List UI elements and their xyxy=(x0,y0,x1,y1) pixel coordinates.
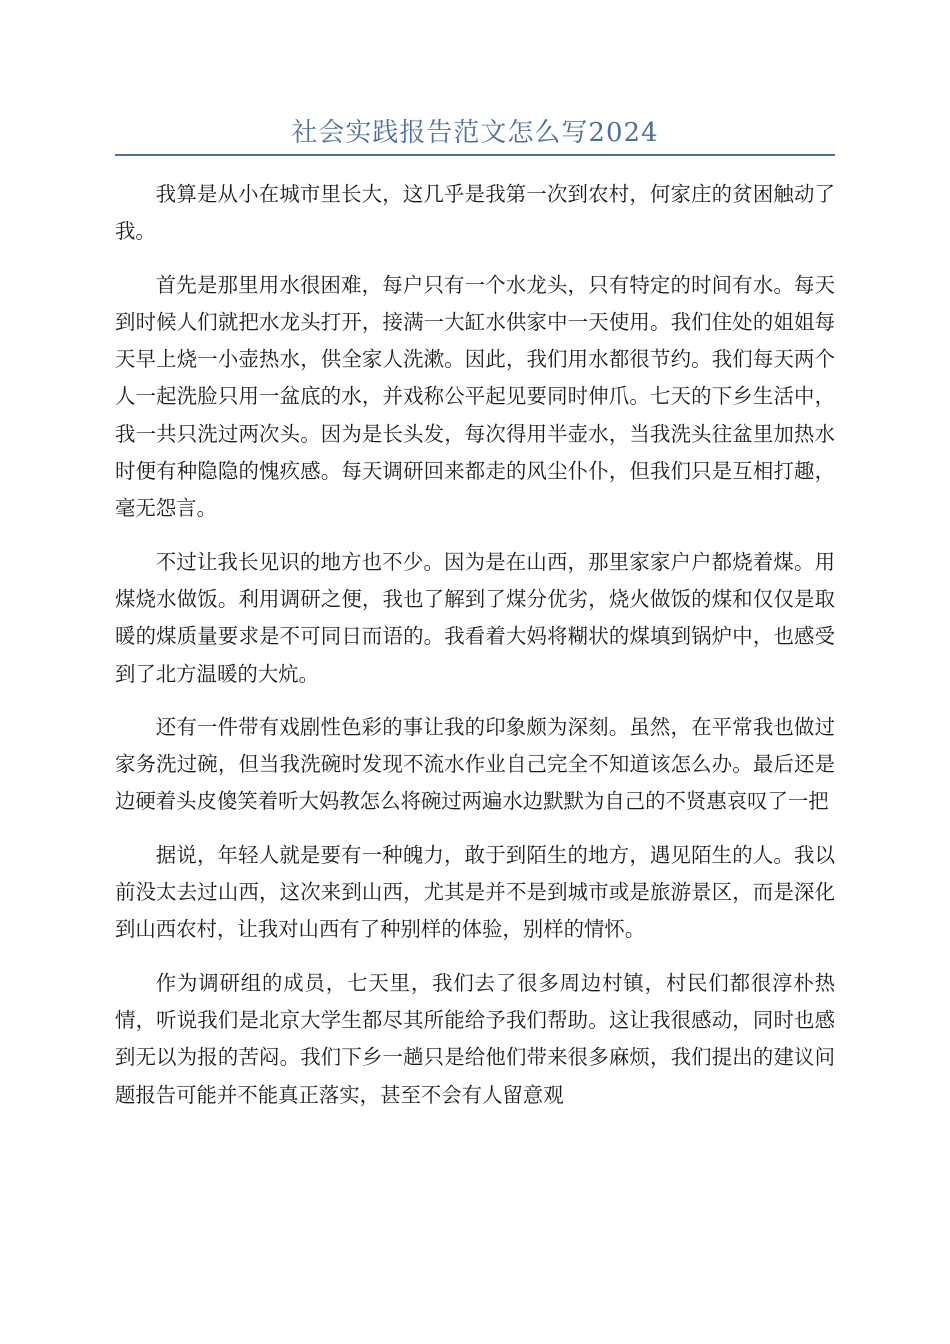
title-underline xyxy=(115,154,835,156)
document-title: 社会实践报告范文怎么写2024 xyxy=(291,118,659,148)
paragraph-6: 作为调研组的成员，七天里，我们去了很多周边村镇，村民们都很淳朴热情，听说我们是北京大学生都尽其所能给予我们帮助。这让我很感动，同时也感到无以为报的苦闷。我们下乡一趟只是给他们带来很多麻烦，我们提出的建议问题报告可能并不能真正落实，甚至不会有人留意观 xyxy=(115,970,835,1107)
paragraph-5: 据说，年轻人就是要有一种魄力，敢于到陌生的地方，遇见陌生的人。我以前没太去过山西，这次来到山西，尤其是并不是到城市或是旅游景区，而是深化到山西农村，让我对山西有了种别样的体验，别样的情怀。 xyxy=(115,842,835,942)
paragraph-4: 还有一件带有戏剧性色彩的事让我的印象颇为深刻。虽然，在平常我也做过家务洗过碗，但当我洗碗时发现不流水作业自己完全不知道该怎么办。最后还是边硬着头皮傻笑着听大妈教怎么将碗过两遍水边默默为自己的不贤惠哀叹了一把 xyxy=(115,714,835,814)
paragraph-3: 不过让我长见识的地方也不少。因为是在山西，那里家家户户都烧着煤。用煤烧水做饭。利用调研之便，我也了解到了煤分优劣，烧火做饭的煤和仅仅是取暖的煤质量要求是不可同日而语的。我看着大妈将糊状的煤填到锅炉中，也感受到了北方温暖的大炕。 xyxy=(115,549,835,686)
document-body xyxy=(115,176,835,1130)
paragraph-2: 首先是那里用水很困难，每户只有一个水龙头，只有特定的时间有水。每天到时候人们就把水龙头打开，接满一大缸水供家中一天使用。我们住处的姐姐每天早上烧一小壶热水，供全家人洗漱。因此，我们用水都很节约。我们每天两个人一起洗脸只用一盆底的水，并戏称公平起见要同时伸爪。七天的下乡生活中，我一共只洗过两次头。因为是长头发，每次得用半壶水，当我洗头往盆里加热水时便有种隐隐的愧疚感。每天调研回来都走的风尘仆仆，但我们只是互相打趣，毫无怨言。 xyxy=(115,272,835,521)
paragraph-1: 我算是从小在城市里长大，这几乎是我第一次到农村，何家庄的贫困触动了我。 xyxy=(115,182,835,244)
